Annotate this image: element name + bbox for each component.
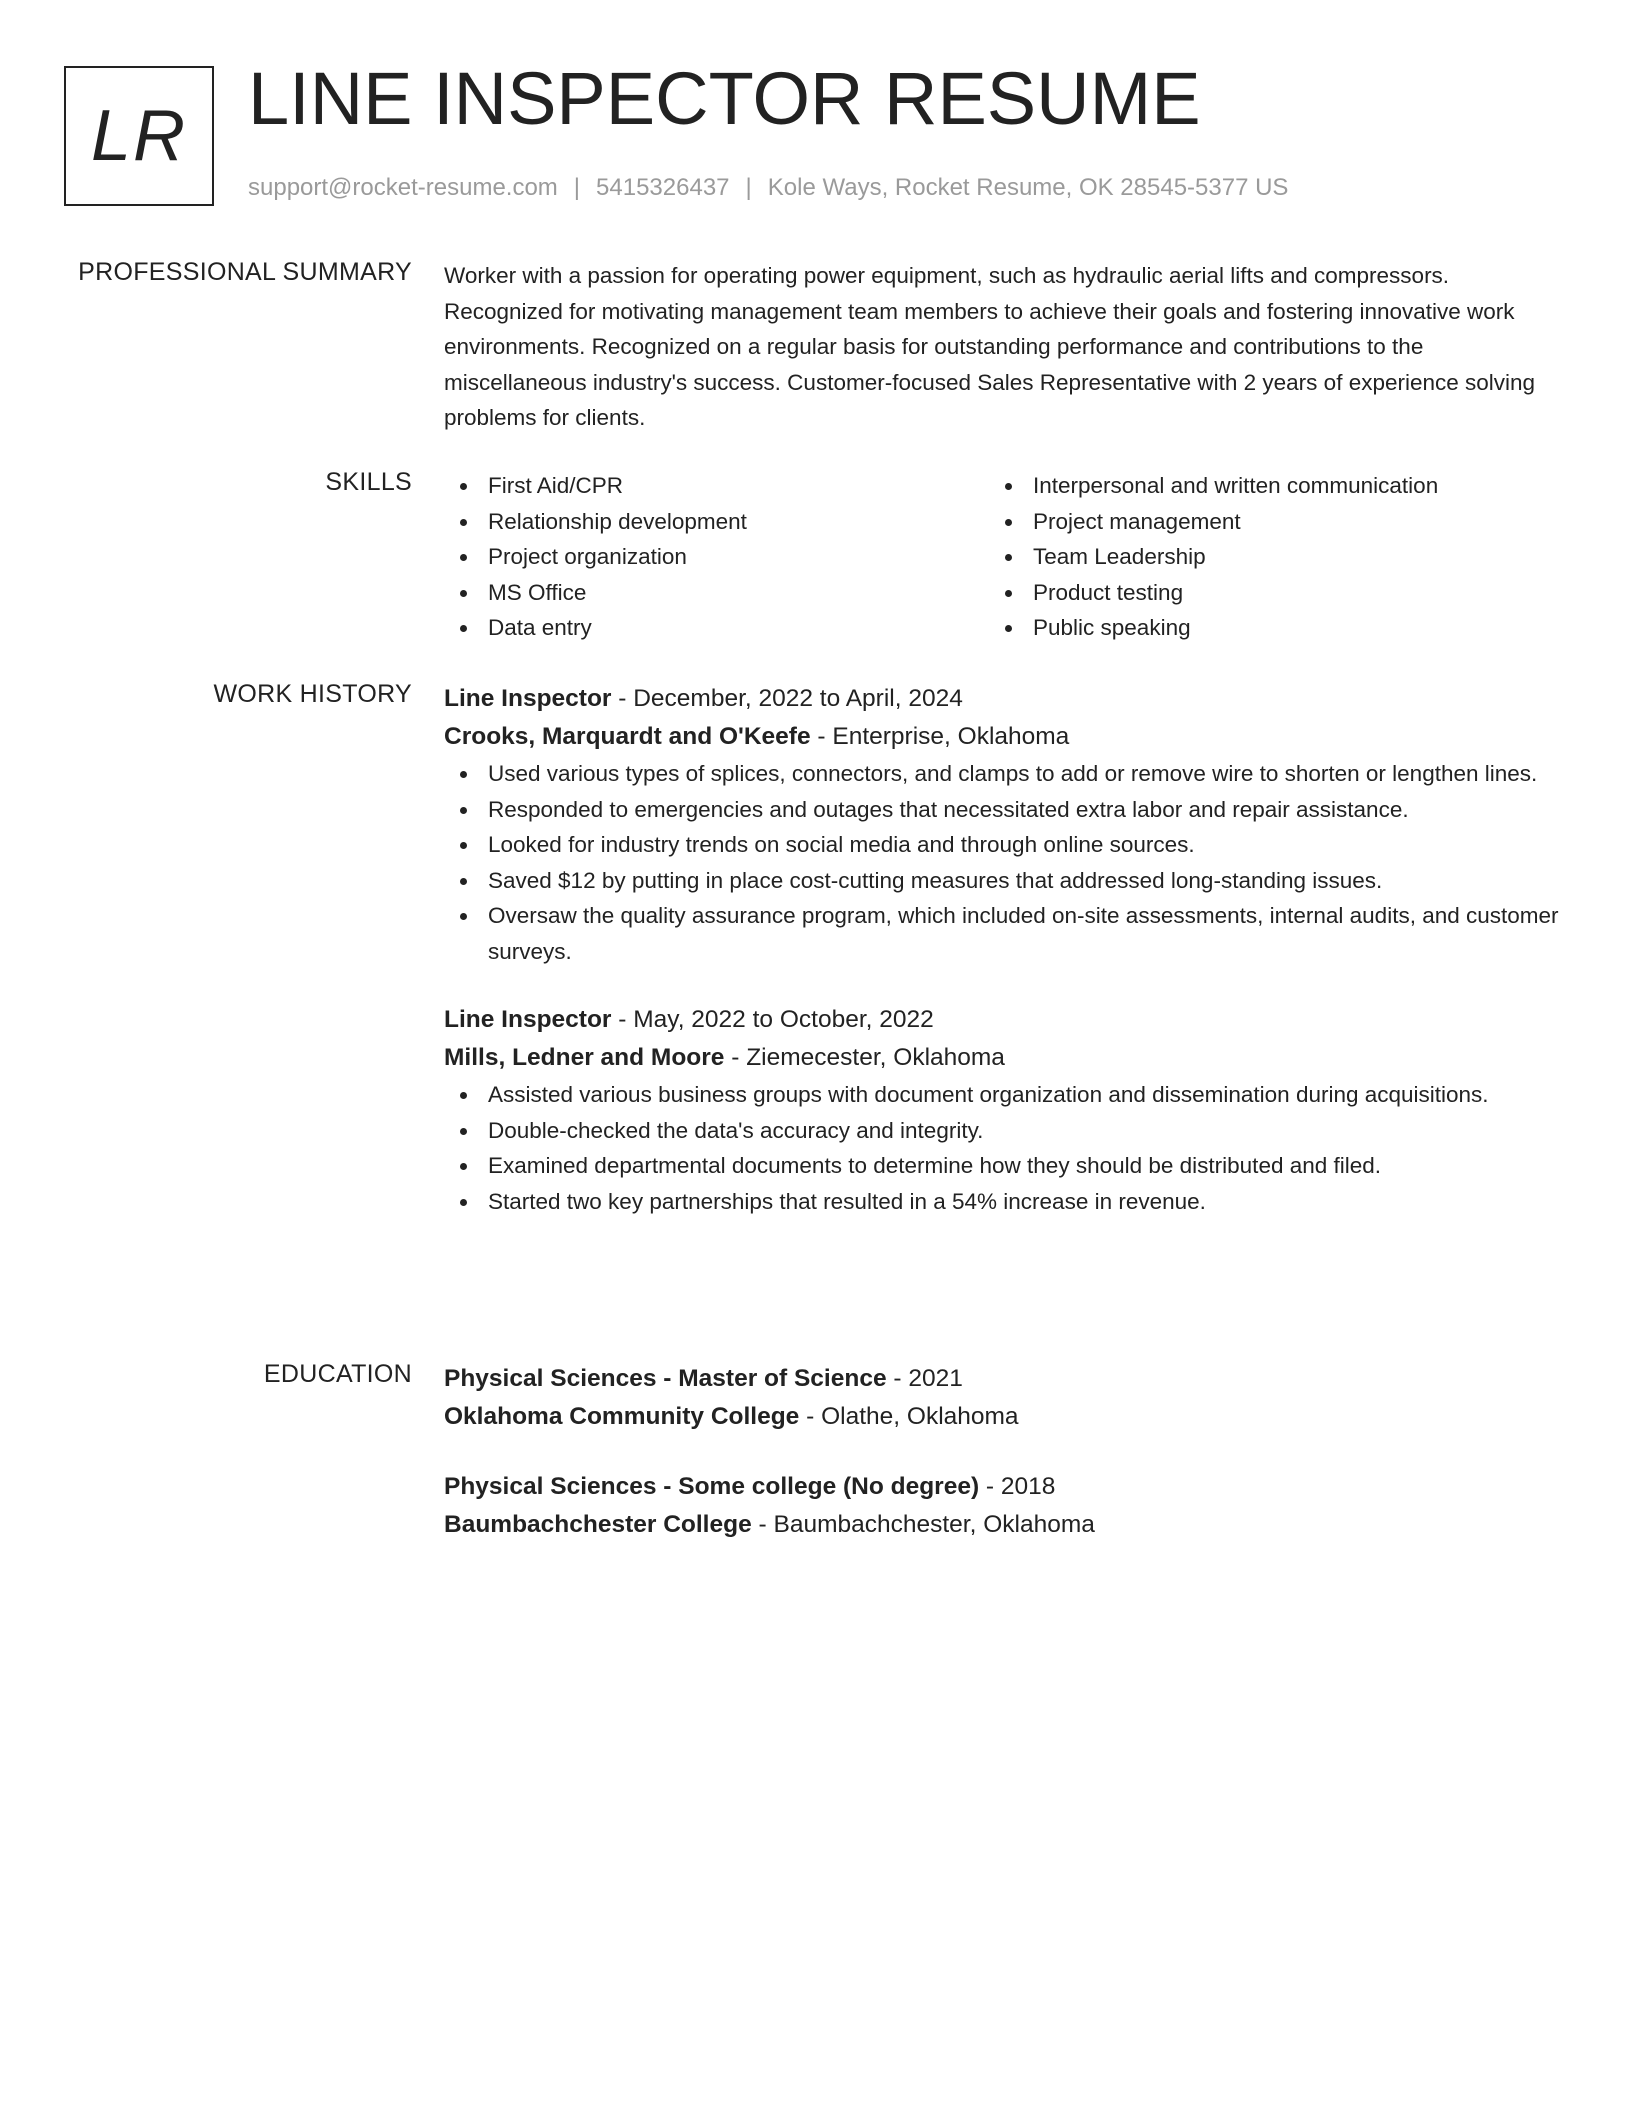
contact-address: Kole Ways, Rocket Resume, OK 28545-5377 US [767, 174, 1289, 201]
school-line [444, 1506, 1564, 1544]
education-body [444, 1360, 1564, 1544]
work-history-heading: WORK HISTORY [213, 680, 412, 708]
contact-email[interactable]: support@rocket-resume.com [248, 174, 558, 201]
job-entry [444, 680, 1564, 969]
skills-body [444, 468, 1564, 646]
job-location: - Ziemecester, Oklahoma [724, 1044, 1005, 1071]
contact-separator: | [745, 174, 752, 201]
summary-text: Worker with a passion for operating power equipment, such as hydraulic aerial lifts and compressors. Recognized for motivating management team members to achieve their goals and fostering innovative work environments. Recognized on a regular basis for outstanding performance and contributions to the miscellaneous industry's success. Customer-focused Sales Representative with 2 years of experience solving problems for clients. [444, 263, 1536, 430]
job-company: Crooks, Marquardt and O'Keefe [444, 723, 811, 750]
job-company: Mills, Ledner and Moore [444, 1044, 725, 1071]
job-duty-item: Looked for industry trends on social media and through online sources. [444, 827, 1564, 863]
degree-line [444, 1360, 1564, 1398]
job-duties [444, 756, 1564, 969]
education-heading: EDUCATION [263, 1360, 412, 1388]
contact-line [248, 174, 1288, 202]
skills-grid [444, 468, 1564, 646]
resume-title: LINE INSPECTOR RESUME [248, 57, 1201, 140]
school-name: Oklahoma Community College [444, 1403, 800, 1430]
job-duties [444, 1077, 1564, 1219]
skills-column-left [444, 468, 989, 646]
school-line [444, 1398, 1564, 1436]
degree-name: Physical Sciences - Master of Science [444, 1365, 887, 1392]
job-duty-item: Responded to emergencies and outages that necessitated extra labor and repair assistance. [444, 792, 1564, 828]
job-duty-item: Used various types of splices, connectors, and clamps to add or remove wire to shorten or lengthen lines. [444, 756, 1564, 792]
education-entry [444, 1360, 1564, 1436]
summary-body [444, 258, 1564, 436]
job-duty-item: Oversaw the quality assurance program, which included on-site assessments, internal audits, and customer surveys. [444, 898, 1564, 969]
school-location: - Olathe, Oklahoma [799, 1403, 1019, 1430]
job-duty-item: Examined departmental documents to determine how they should be distributed and filed. [444, 1148, 1564, 1184]
monogram-logo [64, 66, 214, 206]
contact-phone[interactable]: 5415326437 [596, 174, 730, 201]
work-history-body [444, 680, 1564, 1219]
skill-item: Project management [989, 504, 1534, 540]
job-dates: - May, 2022 to October, 2022 [611, 1006, 934, 1033]
job-duty-item: Started two key partnerships that resulted in a 54% increase in revenue. [444, 1184, 1564, 1220]
skill-item: Interpersonal and written communication [989, 468, 1534, 504]
job-duty-item: Saved $12 by putting in place cost-cutting measures that addressed long-standing issues. [444, 863, 1564, 899]
job-location: - Enterprise, Oklahoma [810, 723, 1070, 750]
job-dates: - December, 2022 to April, 2024 [611, 685, 963, 712]
job-title: Line Inspector [444, 685, 612, 712]
job-entry [444, 1001, 1564, 1219]
job-duty-item: Assisted various business groups with document organization and dissemination during acquisitions. [444, 1077, 1564, 1113]
skills-column-right [989, 468, 1534, 646]
job-title: Line Inspector [444, 1006, 612, 1033]
job-title-line [444, 680, 1564, 718]
job-duty-item: Double-checked the data's accuracy and integrity. [444, 1113, 1564, 1149]
skill-item: MS Office [444, 575, 989, 611]
school-location: - Baumbachchester, Oklahoma [751, 1511, 1095, 1538]
skill-item: Product testing [989, 575, 1534, 611]
skill-item: Project organization [444, 539, 989, 575]
monogram-text: LR [90, 96, 188, 176]
degree-name: Physical Sciences - Some college (No degree) [444, 1473, 980, 1500]
skill-item: First Aid/CPR [444, 468, 989, 504]
skill-item: Data entry [444, 610, 989, 646]
skill-item: Public speaking [989, 610, 1534, 646]
summary-heading: PROFESSIONAL SUMMARY [78, 258, 412, 286]
degree-year: - 2021 [886, 1365, 963, 1392]
contact-separator: | [573, 174, 581, 201]
education-entry [444, 1468, 1564, 1544]
job-company-line [444, 1039, 1564, 1077]
degree-line [444, 1468, 1564, 1506]
job-company-line [444, 718, 1564, 756]
degree-year: - 2018 [979, 1473, 1056, 1500]
skill-item: Team Leadership [989, 539, 1534, 575]
skill-item: Relationship development [444, 504, 989, 540]
school-name: Baumbachchester College [444, 1511, 752, 1538]
skills-heading: SKILLS [325, 468, 412, 496]
job-title-line [444, 1001, 1564, 1039]
